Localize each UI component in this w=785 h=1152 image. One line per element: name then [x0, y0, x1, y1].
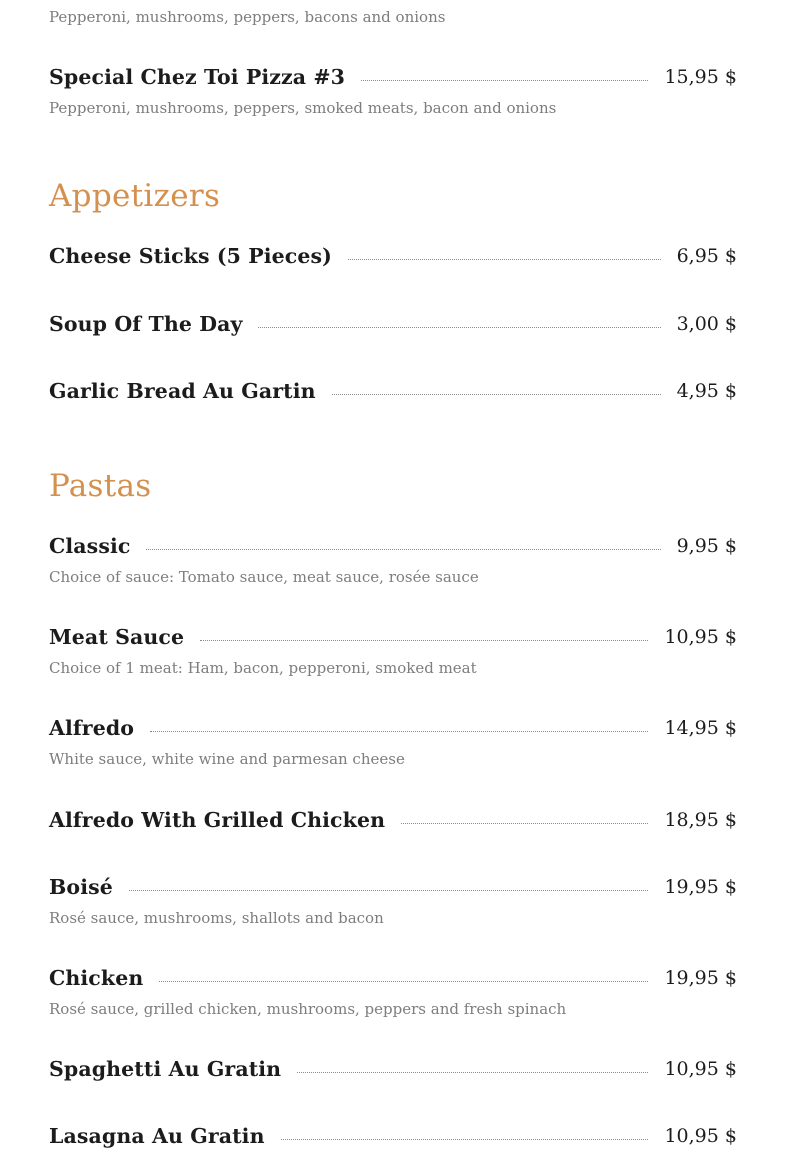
leader-dots — [332, 394, 661, 395]
menu-item-price: 10,95 $ — [664, 1125, 737, 1147]
menu-item-price: 18,95 $ — [664, 809, 737, 831]
leader-dots — [159, 981, 648, 982]
menu-item-line — [49, 871, 737, 903]
leader-dots — [348, 259, 661, 260]
menu-item-price: 10,95 $ — [664, 626, 737, 648]
menu-item-name: Meat Sauce — [49, 625, 185, 649]
leader-dots — [361, 80, 648, 81]
menu-item-line — [49, 61, 737, 93]
leader-dots — [401, 823, 648, 824]
menu-item — [49, 621, 737, 677]
menu-item-description: Choice of 1 meat: Ham, bacon, pepperoni, smoked meat — [49, 659, 477, 677]
menu-item-name: Alfredo — [49, 716, 135, 740]
menu-item-price: 19,95 $ — [664, 876, 737, 898]
section-title-pastas: Pastas — [49, 468, 152, 504]
menu-item-price: 6,95 $ — [676, 245, 737, 267]
menu-item-description: White sauce, white wine and parmesan cheese — [49, 750, 405, 768]
menu-item-name: Garlic Bread Au Gartin — [49, 379, 316, 403]
menu-item-price: 4,95 $ — [676, 380, 737, 402]
section-title-appetizers: Appetizers — [49, 178, 221, 214]
menu-item — [49, 530, 737, 586]
menu-item-name: Lasagna Au Gratin — [49, 1124, 265, 1148]
leader-dots — [258, 327, 660, 328]
leader-dots — [297, 1072, 648, 1073]
menu-item-description: Rosé sauce, grilled chicken, mushrooms, peppers and fresh spinach — [49, 1000, 567, 1018]
menu-item — [49, 240, 737, 272]
leader-dots — [150, 731, 648, 732]
menu-item-line — [49, 962, 737, 994]
menu-item-line — [49, 375, 737, 407]
leader-dots — [200, 640, 648, 641]
menu-item-name: Special Chez Toi Pizza #3 — [49, 65, 346, 89]
menu-item-price: 19,95 $ — [664, 967, 737, 989]
menu-item-line — [49, 804, 737, 836]
leader-dots — [146, 549, 660, 550]
menu-item-name: Classic — [49, 534, 131, 558]
menu-item-name: Boisé — [49, 875, 113, 899]
menu-item-price: 9,95 $ — [676, 535, 737, 557]
menu-item-line — [49, 712, 737, 744]
menu-item-price: 14,95 $ — [664, 717, 737, 739]
menu-item-name: Spaghetti Au Gratin — [49, 1057, 282, 1081]
menu-item-line — [49, 1053, 737, 1085]
menu-item-description: Pepperoni, mushrooms, peppers, smoked meats, bacon and onions — [49, 99, 557, 117]
menu-item — [49, 308, 737, 340]
menu-item-line — [49, 1120, 737, 1152]
menu-item-name: Cheese Sticks (5 Pieces) — [49, 244, 332, 268]
menu-item-price: 15,95 $ — [664, 66, 737, 88]
menu-item — [49, 804, 737, 836]
menu-item-price: 3,00 $ — [676, 313, 737, 335]
menu-item-line — [49, 621, 737, 653]
menu-item-name: Chicken — [49, 966, 144, 990]
leader-dots — [129, 890, 649, 891]
menu-item-description: Rosé sauce, mushrooms, shallots and bacon — [49, 909, 384, 927]
menu-item — [49, 1053, 737, 1085]
menu-item-line — [49, 530, 737, 562]
menu-item — [49, 375, 737, 407]
menu-item — [49, 61, 737, 117]
menu-item-line — [49, 240, 737, 272]
menu-item — [49, 1120, 737, 1152]
leader-dots — [281, 1139, 649, 1140]
menu-item-name: Soup Of The Day — [49, 312, 243, 336]
menu-item — [49, 871, 737, 927]
menu-item-line — [49, 308, 737, 340]
menu-item — [49, 712, 737, 768]
menu-item — [49, 962, 737, 1018]
menu-item-name: Alfredo With Grilled Chicken — [49, 808, 386, 832]
menu-item-description: Choice of sauce: Tomato sauce, meat sauce, rosée sauce — [49, 568, 479, 586]
menu-item-price: 10,95 $ — [664, 1058, 737, 1080]
item-description: Pepperoni, mushrooms, peppers, bacons and onions — [49, 8, 446, 26]
